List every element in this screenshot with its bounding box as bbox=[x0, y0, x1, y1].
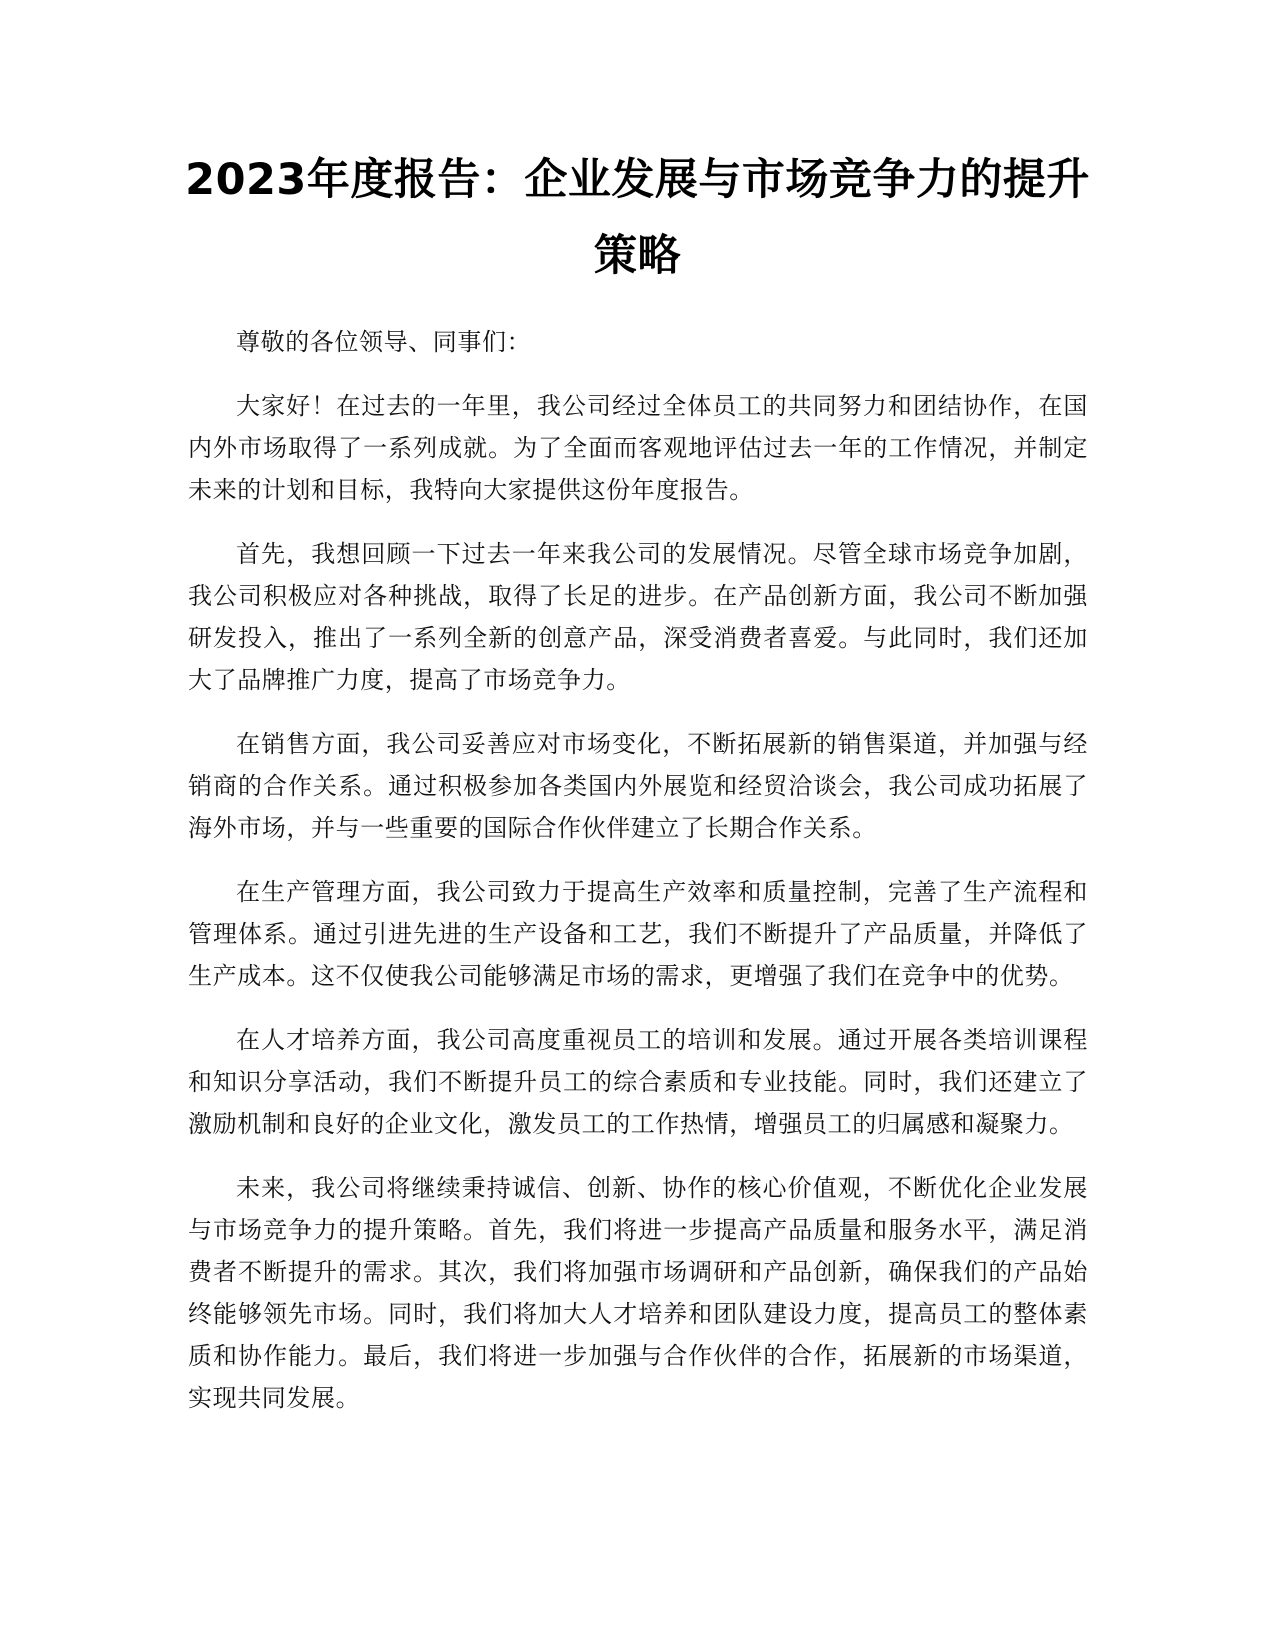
paragraph-future-strategy: 未来，我公司将继续秉持诚信、创新、协作的核心价值观，不断优化企业发展与市场竞争力的提升策略。首先，我们将进一步提高产品质量和服务水平，满足消费者不断提升的需求。其次，我们将加强市场调研和产品创新，确保我们的产品始终能够领先市场。同时，我们将加大人才培养和团队建设力度，提高员工的整体素质和协作能力。最后，我们将进一步加强与合作伙伴的合作，拓展新的市场渠道，实现共同发展。 bbox=[188, 1174, 1088, 1412]
document-body bbox=[188, 321, 1088, 1441]
paragraph-talent-development: 在人才培养方面，我公司高度重视员工的培训和发展。通过开展各类培训课程和知识分享活动，我们不断提升员工的综合素质和专业技能。同时，我们还建立了激励机制和良好的企业文化，激发员工的工作热情，增强员工的归属感和凝聚力。 bbox=[188, 1026, 1088, 1138]
paragraph-development-review: 首先，我想回顾一下过去一年来我公司的发展情况。尽管全球市场竞争加剧，我公司积极应对各种挑战，取得了长足的进步。在产品创新方面，我公司不断加强研发投入，推出了一系列全新的创意产品，深受消费者喜爱。与此同时，我们还加大了品牌推广力度，提高了市场竞争力。 bbox=[188, 540, 1088, 694]
document-title: 2023年度报告：企业发展与市场竞争力的提升策略 bbox=[185, 155, 1090, 281]
salutation: 尊敬的各位领导、同事们： bbox=[236, 328, 532, 356]
paragraph-greeting: 大家好！在过去的一年里，我公司经过全体员工的共同努力和团结协作，在国内外市场取得了一系列成就。为了全面而客观地评估过去一年的工作情况，并制定未来的计划和目标，我特向大家提供这份年度报告。 bbox=[188, 392, 1088, 504]
paragraph-production-management: 在生产管理方面，我公司致力于提高生产效率和质量控制，完善了生产流程和管理体系。通过引进先进的生产设备和工艺，我们不断提升了产品质量，并降低了生产成本。这不仅使我公司能够满足市场的需求，更增强了我们在竞争中的优势。 bbox=[188, 878, 1088, 990]
paragraph-sales: 在销售方面，我公司妥善应对市场变化，不断拓展新的销售渠道，并加强与经销商的合作关系。通过积极参加各类国内外展览和经贸洽谈会，我公司成功拓展了海外市场，并与一些重要的国际合作伙伴建立了长期合作关系。 bbox=[188, 730, 1088, 842]
